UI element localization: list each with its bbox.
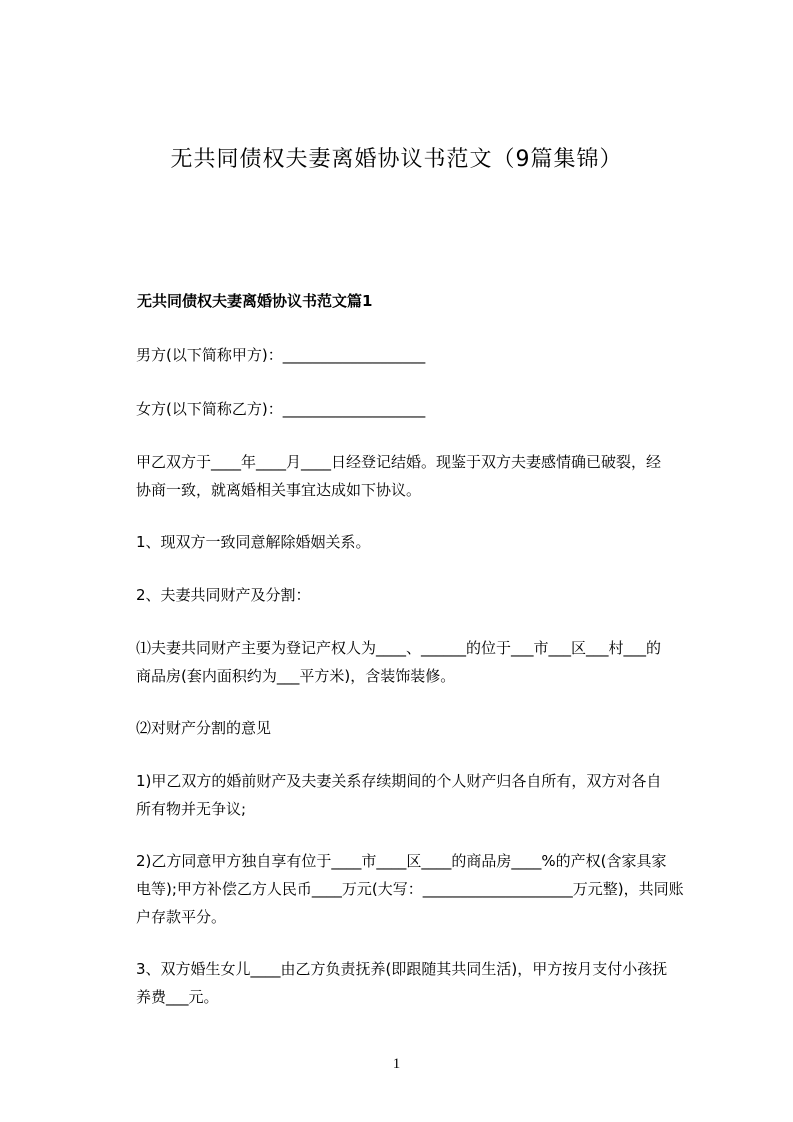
paragraph-line: 2、夫妻共同财产及分割： <box>136 586 311 604</box>
paragraph-line: 2)乙方同意甲方独自享有位于____市____区____的商品房____%的产权(含家具家 <box>136 852 667 870</box>
paragraph-line: ⑵对财产分割的意见 <box>136 719 272 737</box>
paragraph-male-party <box>136 345 714 373</box>
paragraph-joint-property <box>136 638 714 694</box>
paragraph-premarital-property <box>136 771 714 827</box>
paragraph-line: 男方(以下简称甲方)：___________________ <box>136 346 426 364</box>
paragraph-line: 1)甲乙双方的婚前财产及夫妻关系存续期间的个人财产归各自所有，双方对各自 <box>136 772 662 790</box>
paragraph-clause-2 <box>136 585 714 613</box>
document-title: 无共同债权夫妻离婚协议书范文（9篇集锦） <box>170 147 623 172</box>
paragraph-line: 3、双方婚生女儿____由乙方负责抚养(即跟随其共同生活)，甲方按月支付小孩抚 <box>136 960 668 978</box>
paragraph-line: 1、现双方一致同意解除婚姻关系。 <box>136 533 371 551</box>
paragraph-line: 女方(以下简称乙方)：___________________ <box>136 400 426 418</box>
section-heading: 无共同债权夫妻离婚协议书范文篇1 <box>137 292 373 310</box>
page-number: 1 <box>392 1056 401 1072</box>
paragraph-female-party <box>136 399 714 427</box>
paragraph-line: 甲乙双方于____年____月____日经登记结婚。现鉴于双方夫妻感情确已破裂，经 <box>136 453 662 471</box>
paragraph-line: 养费___元。 <box>136 988 219 1006</box>
paragraph-line: ⑴夫妻共同财产主要为登记产权人为____、______的位于___市___区___村___的 <box>136 639 662 657</box>
paragraph-line: 户存款平分。 <box>136 908 227 926</box>
paragraph-line: 电等);甲方补偿乙方人民币____万元(大写：____________________万元整)，共同账 <box>136 880 684 898</box>
paragraph-line: 商品房(套内面积约为___平方米)，含装饰装修。 <box>136 667 456 685</box>
paragraph-clause-1 <box>136 532 714 560</box>
paragraph-house-compensation <box>136 851 714 935</box>
paragraph-child-custody <box>136 959 714 1015</box>
paragraph-marriage-registration <box>136 452 714 508</box>
paragraph-line: 所有物并无争议; <box>136 800 247 818</box>
paragraph-line: 协商一致，就离婚相关事宜达成如下协议。 <box>136 481 422 499</box>
paragraph-division-opinion <box>136 718 714 746</box>
